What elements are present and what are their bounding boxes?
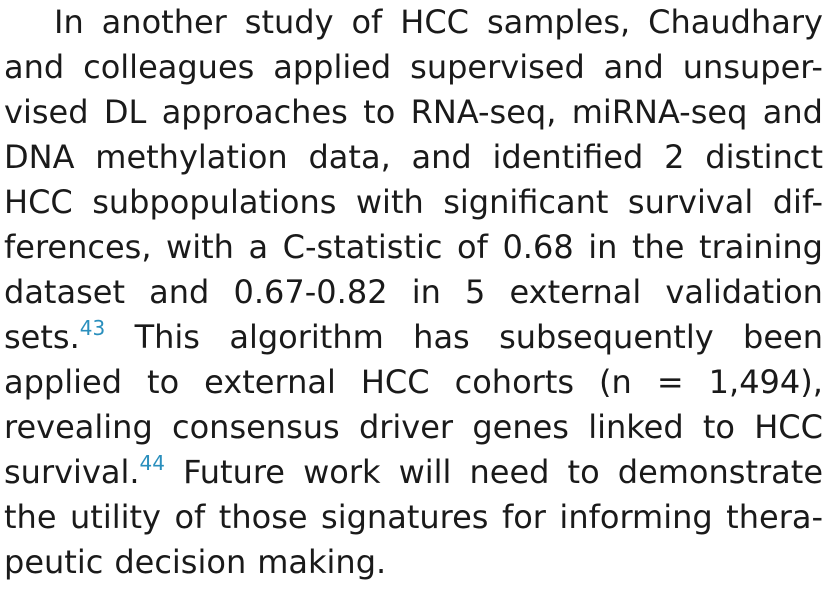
- word-with-reference: [4, 450, 165, 495]
- word: approaches: [161, 93, 348, 131]
- word: consensus: [171, 408, 340, 446]
- word: of: [457, 228, 488, 266]
- word: 0.68: [502, 228, 574, 266]
- word: distinct: [705, 138, 823, 176]
- word: work: [303, 453, 381, 491]
- text-line: [4, 135, 823, 180]
- word: sets.: [4, 318, 80, 356]
- reference-link[interactable]: 44: [139, 451, 165, 475]
- word: =: [656, 363, 684, 401]
- word: peutic: [4, 543, 104, 581]
- word: for: [501, 498, 546, 536]
- word: HCC: [754, 408, 823, 446]
- text-line: [4, 315, 823, 360]
- word: cohorts: [454, 363, 575, 401]
- word: thera-: [726, 498, 823, 536]
- word: demonstrate: [617, 453, 823, 491]
- word: validation: [665, 273, 823, 311]
- word: Chaudhary: [648, 3, 823, 41]
- word: colleagues: [83, 48, 255, 86]
- word: of: [351, 3, 383, 41]
- word: Future: [183, 453, 285, 491]
- word: and: [411, 138, 472, 176]
- text-line: [4, 270, 823, 315]
- word: and: [762, 93, 823, 131]
- word: 5: [465, 273, 486, 311]
- word: in: [588, 228, 618, 266]
- word: algorithm: [229, 318, 384, 356]
- word: driver: [358, 408, 454, 446]
- word: to: [363, 93, 396, 131]
- word: revealing: [4, 408, 153, 446]
- word: study: [244, 3, 334, 41]
- word: unsuper-: [682, 48, 823, 86]
- text-line: [4, 90, 823, 135]
- text-line: [4, 450, 823, 495]
- word: making.: [257, 543, 387, 581]
- word: external: [204, 363, 336, 401]
- word: been: [743, 318, 823, 356]
- word: HCC: [400, 3, 470, 41]
- word: with: [166, 228, 234, 266]
- word: another: [101, 3, 227, 41]
- word: decision: [114, 543, 247, 581]
- word: and: [149, 273, 210, 311]
- word: This: [134, 318, 200, 356]
- word: need: [469, 453, 550, 491]
- word: a: [248, 228, 269, 266]
- word: subpopulations: [92, 183, 337, 221]
- word: and: [4, 48, 65, 86]
- word: with: [355, 183, 424, 221]
- word: DL: [103, 93, 147, 131]
- word: informing: [559, 498, 713, 536]
- word: supervised: [410, 48, 585, 86]
- word: utility: [70, 498, 161, 536]
- word: identified: [492, 138, 644, 176]
- word: dataset: [4, 273, 125, 311]
- word: the: [631, 228, 685, 266]
- word: data,: [308, 138, 391, 176]
- word: to: [567, 453, 600, 491]
- word: signatures: [321, 498, 489, 536]
- word: has: [413, 318, 470, 356]
- word: HCC: [4, 183, 73, 221]
- word-with-reference: [4, 315, 105, 360]
- text-line: [4, 540, 823, 585]
- word: DNA: [4, 138, 75, 176]
- word: survival: [627, 183, 754, 221]
- word: vised: [4, 93, 89, 131]
- word: training: [699, 228, 823, 266]
- word: methylation: [95, 138, 288, 176]
- word: (n: [599, 363, 632, 401]
- word: genes: [472, 408, 569, 446]
- word: 2: [664, 138, 685, 176]
- text-line: [4, 45, 823, 90]
- text-line: [4, 405, 823, 450]
- text-line: [4, 495, 823, 540]
- text-line: [4, 225, 823, 270]
- reference-link[interactable]: 43: [79, 316, 106, 340]
- word: linked: [588, 408, 684, 446]
- word: ferences,: [4, 228, 152, 266]
- word: survival.: [4, 453, 140, 491]
- word: to: [702, 408, 735, 446]
- text-line: [4, 360, 823, 405]
- word: HCC: [360, 363, 430, 401]
- word: miRNA-seq: [571, 93, 748, 131]
- text-line: [4, 0, 823, 45]
- word: and: [603, 48, 664, 86]
- word: 0.67-0.82: [233, 273, 388, 311]
- word: in: [411, 273, 441, 311]
- word: samples,: [486, 3, 631, 41]
- word: applied: [4, 363, 123, 401]
- word: of: [174, 498, 206, 536]
- word: will: [398, 453, 452, 491]
- word: In: [54, 3, 84, 41]
- word: applied: [273, 48, 392, 86]
- word: significant: [443, 183, 609, 221]
- word: 1,494),: [708, 363, 823, 401]
- text-line: [4, 180, 823, 225]
- word: subsequently: [499, 318, 714, 356]
- word: dif-: [772, 183, 823, 221]
- word: the: [4, 498, 57, 536]
- word: C-statistic: [282, 228, 443, 266]
- word: external: [509, 273, 642, 311]
- word: RNA-seq,: [410, 93, 557, 131]
- word: to: [147, 363, 180, 401]
- word: those: [218, 498, 308, 536]
